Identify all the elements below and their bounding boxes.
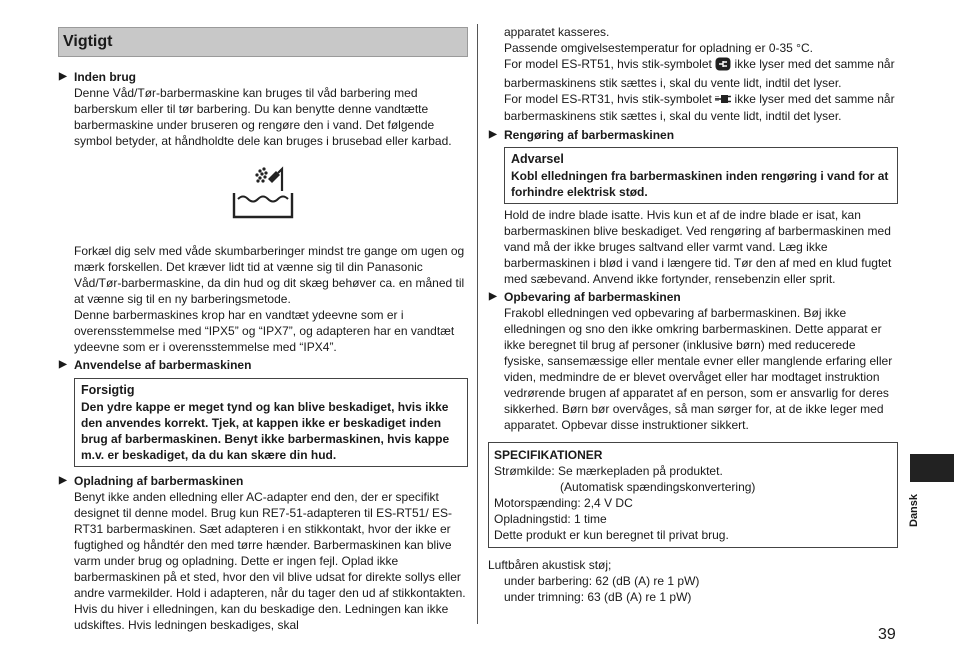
noise-info: Luftbåren akustisk støj; under barbering: 62 (dB (A) re 1 pW) under trimning: 63 (dB (A) re 1 pW): [488, 558, 700, 604]
right-column: [488, 24, 898, 605]
caution-text: Den ydre kappe er meget tynd og kan blive beskadiget, hvis ikke den anvendes korrekt. Tjek, at kappen ikke er beskadiget inden brug af barbermaskinen. Benyt ikke barbermaskinen, hvis kappe m.v. er beskadiget, da du kan skære din hud.: [81, 400, 450, 462]
page-number: 39: [878, 626, 896, 643]
column-divider: [477, 24, 478, 624]
plug-symbol-icon: [715, 57, 731, 75]
spec-power-note: (Automatisk spændingskonvertering): [560, 480, 756, 494]
arrow-icon: ▶: [489, 291, 497, 302]
specifications-box: [488, 442, 898, 548]
warning-text: Kobl elledningen fra barbermaskinen inden rengøring i vand for at forhindre elektrisk stød.: [511, 169, 889, 199]
page-title: Vigtigt: [58, 27, 468, 57]
section-heading-storage: ▶ Opbevaring af barbermaskinen: [489, 290, 681, 304]
arrow-icon: ▶: [489, 129, 497, 140]
wet-shave-text: Forkæl dig selv med våde skumbarberinger mindst tre gange om ugen og mærk forskellen. Det kræver lidt tid at vænne sig til din Panasonic Våd/Tør-barbermaskine, da din hud og dit skæg behøver ca. en måned til at vænne sig til en ny barberingsmetode. Denne barbermaskines krop har en vandtæt ydeevne som er i overensstemmelse med “IPX5” og “IPX7”, og adapteren har en vandtæt ydeevne som er i overensstemmelse med “IPX4”.: [74, 244, 465, 354]
charging-text: Benyt ikke anden elledning eller AC-adapter end den, der er specifikt designet til denne model. Brug kun RE7-51-adapteren til ES-RT51/ ES-RT31 barbermaskinen. Sæt adapteren i en stikkontakt, hvor der ikke er fugtighed og håndtér den med tørre hænder. Barbermaskinen kan blive varm under brug og opladning. Dette er ingen fejl. Oplad ikke barbermaskinen på et sted, hvor den vil blive udsat for direkte sollys eller andre varmekilder. Hold i adapteren, når du tager den ud af stikkontakten. Hvis du hiver i elledningen, kan du beskadige den. Ledningen kan ikke udskiftes. Hvis ledningen beskadiges, skal: [74, 490, 466, 632]
arrow-icon: ▶: [59, 71, 67, 82]
language-tab-marker: [910, 454, 954, 482]
section-heading-use: ▶ Anvendelse af barbermaskinen: [59, 358, 252, 372]
section-heading-cleaning: ▶ Rengøring af barbermaskinen: [489, 128, 675, 142]
spec-private-use: Dette produkt er kun beregnet til privat brug.: [494, 528, 729, 542]
charging-continued-text: apparatet kasseres. Passende omgivelsestemperatur for opladning er 0-35 °C. For model ES-RT51, hvis stik-symbolet ikke lyser med det samme når barbermaskinens stik sættes i, skal du vente lidt, indtil det lyser. For model ES-RT31, hvis stik-symbolet ikke lyser med det samme når barbermaskinens stik sættes i, skal du vente lidt, indtil det lyser.: [504, 25, 895, 123]
section-heading-before-use: ▶ Inden brug: [59, 70, 136, 84]
shower-bath-icon: [58, 165, 468, 221]
language-label: Dansk: [908, 493, 920, 527]
spec-power: Strømkilde: Se mærkepladen på produktet.: [494, 464, 723, 478]
caution-title: Forsigtig: [81, 383, 135, 397]
spec-charge-time: Opladningstid: 1 time: [494, 512, 607, 526]
arrow-icon: ▶: [59, 359, 67, 370]
warning-title: Advarsel: [511, 152, 564, 166]
section-heading-charging: ▶ Opladning af barbermaskinen: [59, 474, 244, 488]
before-use-text: Denne Våd/Tør-barbermaskine kan bruges til våd barbering med barberskum eller til tør barbering. Du kan benytte denne vandtætte barbermaskine under bruseren og rengøre den i vand. Det følgende symbol betyder, at håndholdte dele kan bruges i brusebad eller karbad.: [74, 86, 452, 148]
left-column: [58, 27, 468, 633]
storage-text: Frakobl elledningen ved opbevaring af barbermaskinen. Bøj ikke elledningen og sno den ikke omkring barbermaskinen. Dette apparat er ikke beregnet til brug af personer (inklusive børn) med reducerede fysiske, sansemæssige eller mentale evner eller manglende erfaring eller viden, medmindre de er blevet overvåget eller har modtaget instruktion vedrørende brugen af apparatet af en person, som er ansvarlig for deres sikkerhed. Børn bør overvåges, så man sørger for, at de ikke leger med apparatet. Opbevar disse instruktioner sikkert.: [504, 306, 893, 432]
spec-title: SPECIFIKATIONER: [494, 448, 603, 462]
cleaning-text: Hold de indre blade isatte. Hvis kun et af de indre blade er isat, kan barbermaskinen blive beskadiget. Ved rengøring af barbermaskinen med vand må der ikke bruges saltvand eller varmt vand. Læg ikke barbermaskinen i blød i vand i længere tid. Tør den af med en klud fugtet med sæbevand. Anvend ikke fortynder, rensebenzin eller sprit.: [504, 208, 892, 286]
plug-symbol-icon: [715, 92, 731, 108]
arrow-icon: ▶: [59, 475, 67, 486]
warning-box: [504, 147, 898, 204]
spec-motor: Motorspænding: 2,4 V DC: [494, 496, 633, 510]
caution-box: [74, 378, 468, 467]
